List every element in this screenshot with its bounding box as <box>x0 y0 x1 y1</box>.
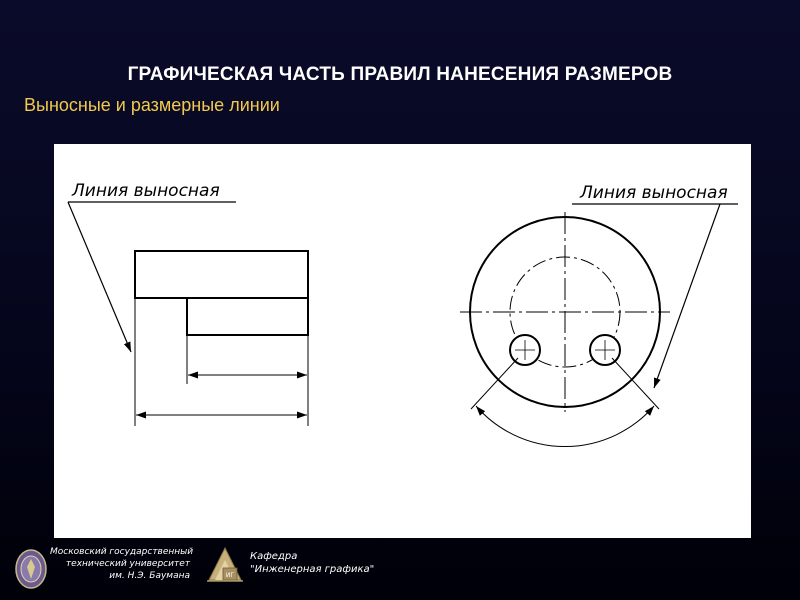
university-name <box>50 546 194 582</box>
left-extension-line-label: Линия выносная <box>72 181 220 201</box>
angular-extension-line-right <box>612 358 659 409</box>
right-leader-arrow <box>654 204 720 388</box>
university-line: им. Н.Э. Баумана <box>109 571 190 581</box>
upper-rectangle <box>135 251 308 298</box>
footer <box>0 540 800 600</box>
department-name <box>250 550 374 576</box>
department-logo-text: ИГ <box>225 572 235 579</box>
university-line: технический университет <box>65 559 190 569</box>
technical-drawing <box>54 144 751 538</box>
lower-rectangle <box>187 298 308 335</box>
university-emblem-icon <box>14 548 48 590</box>
left-leader-arrow <box>68 202 131 352</box>
right-extension-line-label: Линия выносная <box>580 183 728 203</box>
slide-subtitle: Выносные и размерные линии <box>24 95 280 115</box>
right-figure <box>460 183 738 447</box>
department-line: "Инженерная графика" <box>250 564 375 575</box>
department-line: Кафедра <box>250 551 298 562</box>
angular-dimension-arc <box>476 406 654 447</box>
drawing-panel <box>54 144 751 538</box>
left-figure <box>68 181 308 426</box>
department-logo-icon <box>205 544 245 586</box>
slide-title: ГРАФИЧЕСКАЯ ЧАСТЬ ПРАВИЛ НАНЕСЕНИЯ РАЗМЕРОВ <box>127 64 673 85</box>
university-line: Московский государственный <box>50 547 194 557</box>
angular-extension-line-left <box>471 358 518 409</box>
